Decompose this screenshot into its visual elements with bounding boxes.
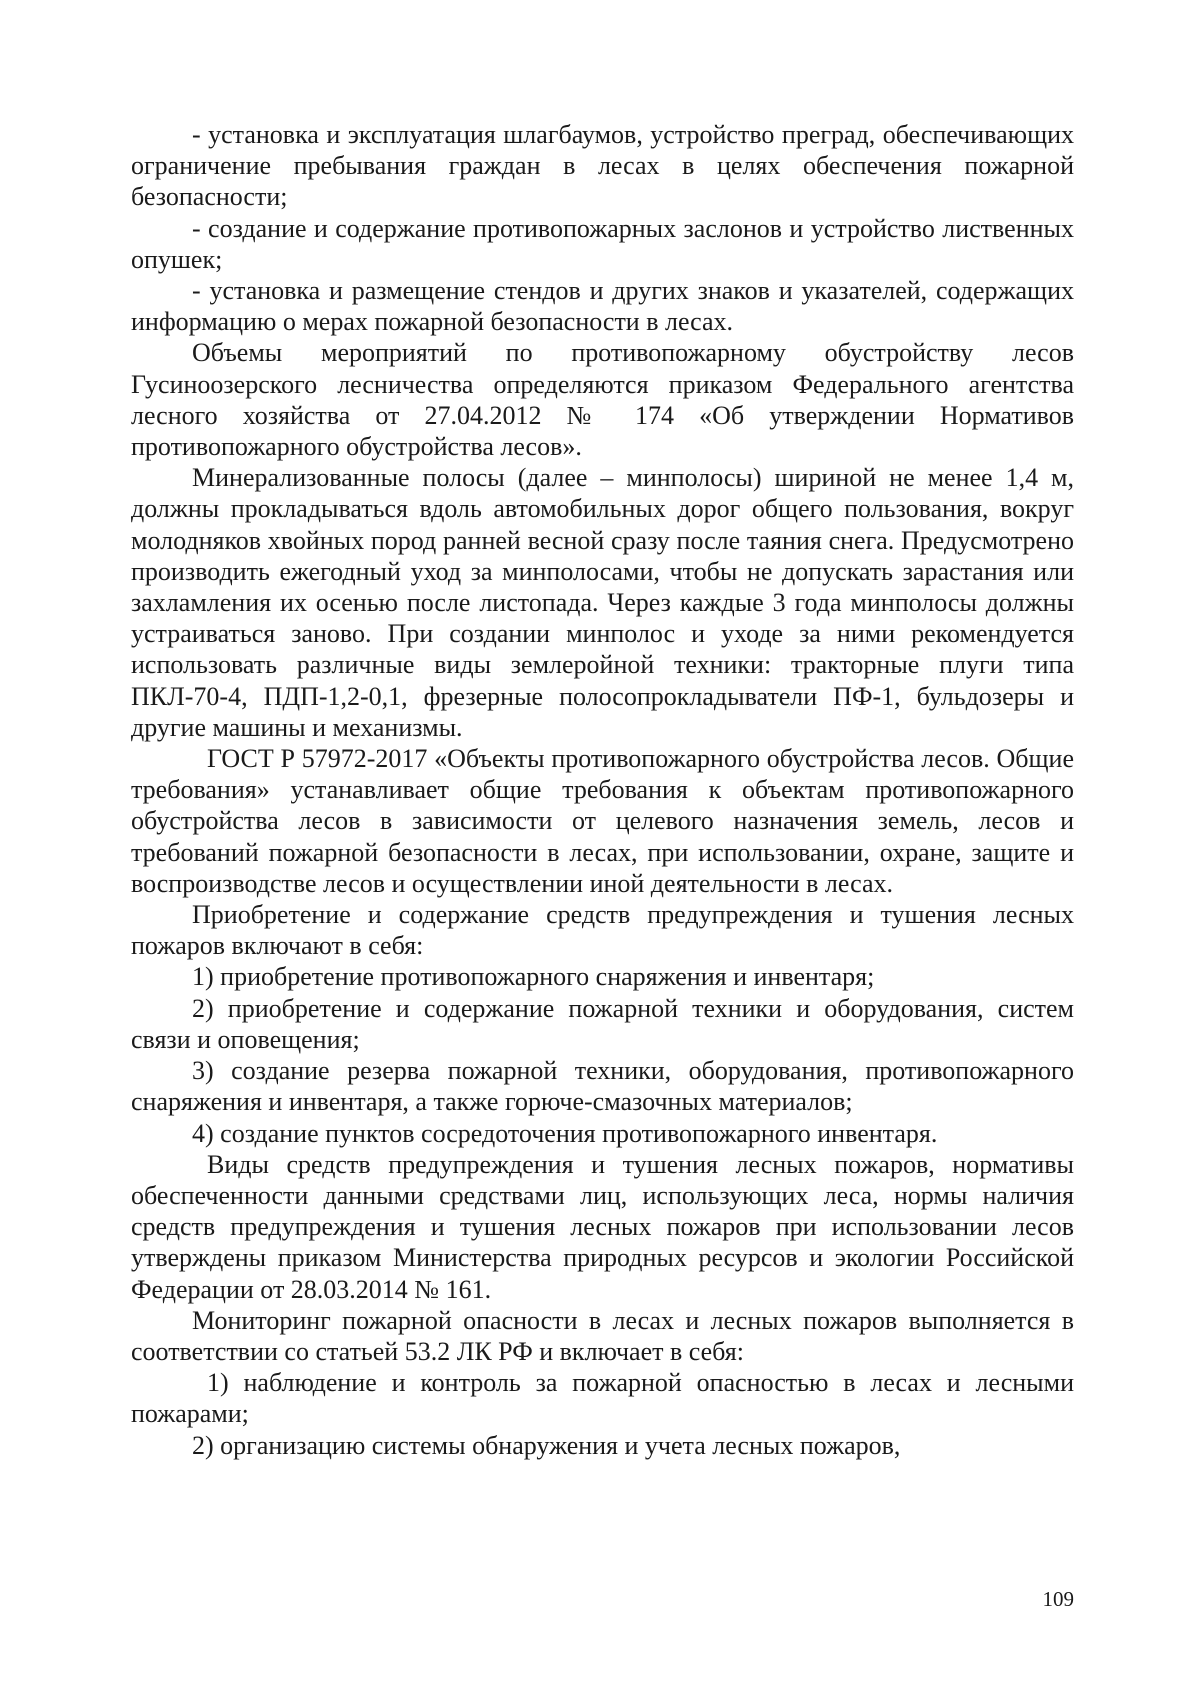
paragraph: - создание и содержание противопожарных заслонов и устройство лиственных опушек; (131, 213, 1074, 274)
list-item: 2) организацию системы обнаружения и учета лесных пожаров, (192, 1430, 901, 1460)
paragraph: Приобретение и содержание средств предупреждения и тушения лесных пожаров включают в себя: (131, 900, 1074, 961)
page-number: 109 (1042, 1587, 1074, 1611)
paragraph: Мониторинг пожарной опасности в лесах и лесных пожаров выполняется в соответствии со статьей 53.2 ЛК РФ и включает в себя: (131, 1305, 1074, 1366)
paragraph: - установка и размещение стендов и других знаков и указателей, содержащих информацию о мерах пожарной безопасности в лесах. (131, 276, 1074, 337)
paragraph: Объемы мероприятий по противопожарному обустройству лесов Гусиноозерского лесничества определяются приказом Федерального агентства лесного хозяйства от 27.04.2012 № 174 «Об утверждении Нормативов противопожарного обустройства лесов». (131, 338, 1074, 462)
list-item: 1) наблюдение и контроль за пожарной опасностью в лесах и лесными пожарами; (131, 1368, 1074, 1429)
paragraph: - установка и эксплуатация шлагбаумов, устройство преград, обеспечивающих ограничение пребывания граждан в лесах в целях обеспечения пожарной безопасности; (131, 120, 1074, 212)
list-item: 1) приобретение противопожарного снаряжения и инвентаря; (192, 962, 875, 992)
list-item: 3) создание резерва пожарной техники, оборудования, противопожарного снаряжения и инвентаря, а также горюче-смазочных материалов; (131, 1056, 1074, 1117)
list-item: 2) приобретение и содержание пожарной техники и оборудования, систем связи и оповещения; (131, 993, 1074, 1054)
paragraph: ГОСТ Р 57972-2017 «Объекты противопожарного обустройства лесов. Общие требования» устанавливает общие требования к объектам противопожарного обустройства лесов в зависимости от целевого назначения земель, лесов и требований пожарной безопасности в лесах, при использовании, охране, защите и воспроизводстве лесов и осуществлении иной деятельности в лесах. (131, 744, 1074, 898)
list-item: 4) создание пунктов сосредоточения противопожарного инвентаря. (192, 1118, 938, 1148)
paragraph: Виды средств предупреждения и тушения лесных пожаров, нормативы обеспеченности данными средствами лиц, использующих леса, нормы наличия средств предупреждения и тушения лесных пожаров при использовании лесов утверждены приказом Министерства природных ресурсов и экологии Российской Федерации от 28.03.2014 № 161. (131, 1149, 1074, 1304)
paragraph: Минерализованные полосы (далее – минполосы) шириной не менее 1,4 м, должны прокладываться вдоль автомобильных дорог общего пользования, вокруг молодняков хвойных пород ранней весной сразу после таяния снега. Предусмотрено производить ежегодный уход за минполосами, чтобы не допускать зарастания или захламления их осенью после листопада. Через каждые 3 года минполосы должны устраиваться заново. При создании минполос и уходе за ними рекомендуется использовать различные виды землеройной техники: тракторные плуги типа ПКЛ-70-4, ПДП-1,2-0,1, фрезерные полосопрокладыватели ПФ-1, бульдозеры и другие машины и механизмы. (131, 463, 1074, 742)
